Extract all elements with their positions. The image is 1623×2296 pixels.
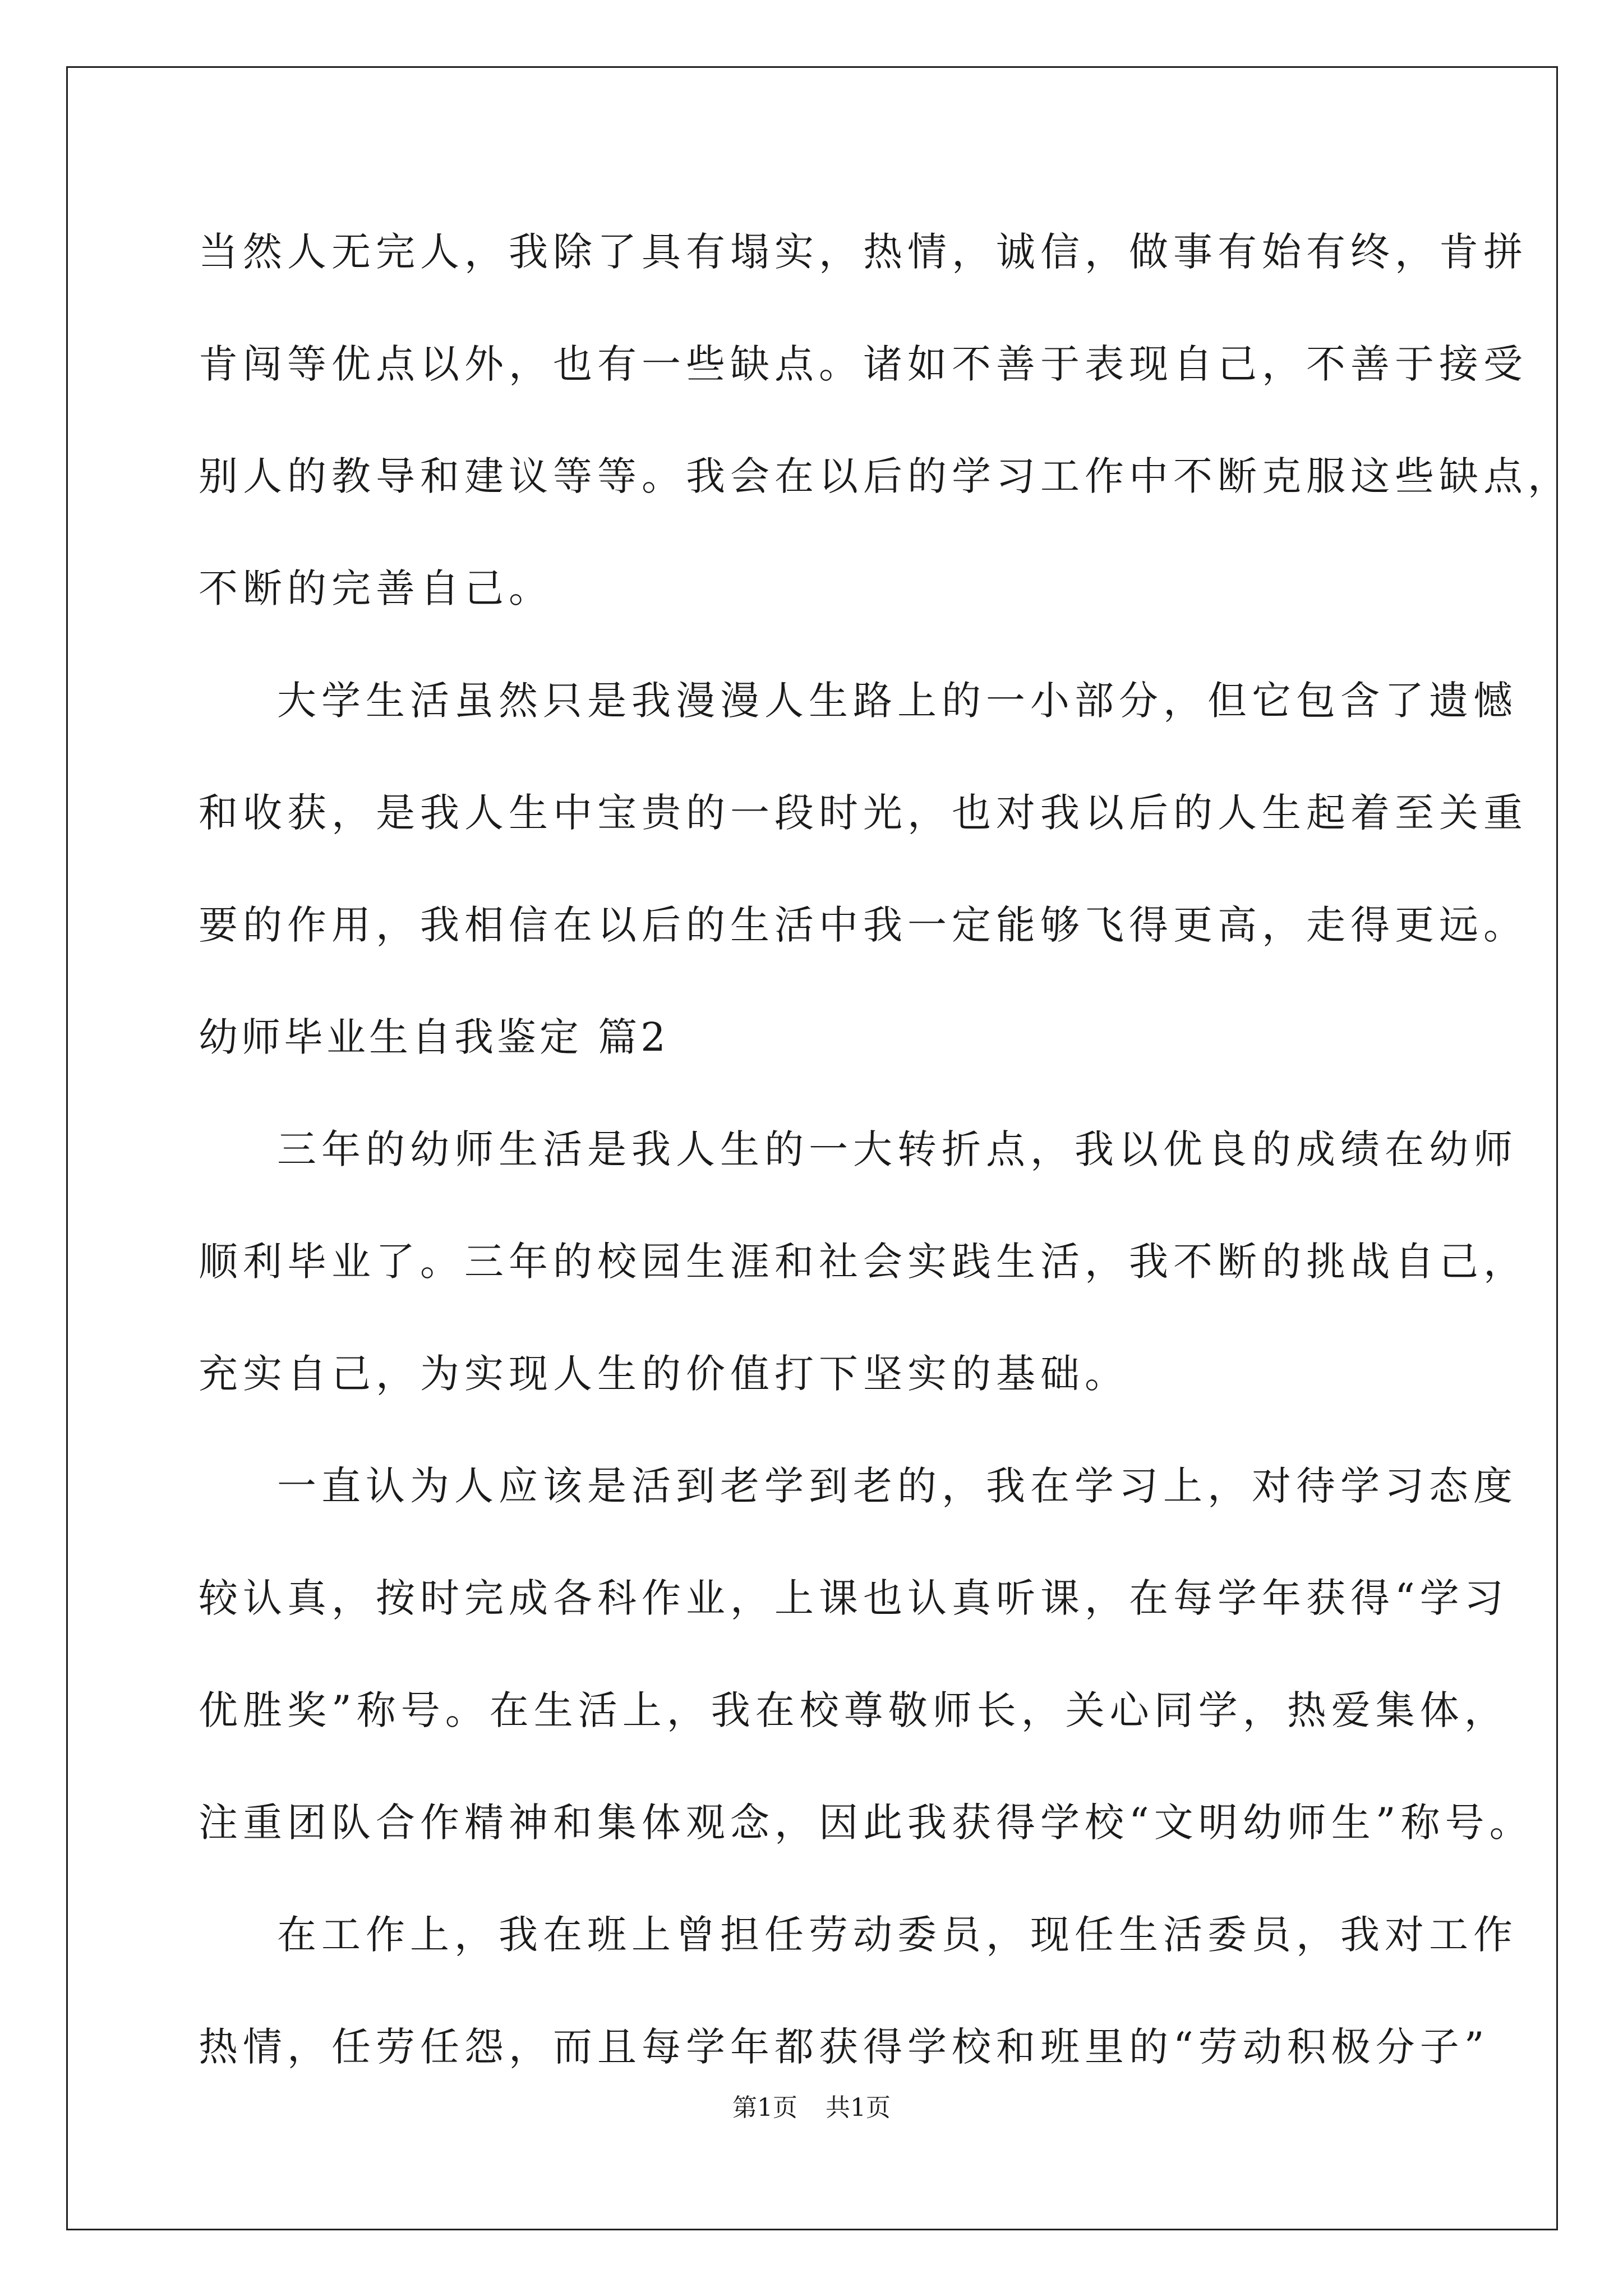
text-line: 顺利毕业了。三年的校园生涯和社会实践生活，我不断的挑战自己， (199, 1239, 1528, 1285)
text-line: 当然人无完人，我除了具有塌实，热情，诚信，做事有始有终，肯拼 (199, 229, 1528, 275)
text-line: 热情，任劳任怨，而且每学年都获得学校和班里的“劳动积极分子” (199, 2024, 1490, 2070)
paragraph-first-line: 三年的幼师生活是我人生的一大转折点，我以优良的成绩在幼师 (277, 1126, 1518, 1172)
text-line: 较认真，按时完成各科作业，上课也认真听课，在每学年获得“学习 (199, 1575, 1509, 1621)
paragraph-first-line: 一直认为人应该是活到老学到老的，我在学习上，对待学习态度 (277, 1463, 1518, 1509)
text-line: 不断的完善自己。 (199, 565, 553, 611)
section-heading: 幼师毕业生自我鉴定 篇2 (199, 1014, 669, 1060)
text-line: 别人的教导和建议等等。我会在以后的学习工作中不断克服这些缺点， (199, 453, 1572, 499)
page-number: 第1页 (732, 2093, 797, 2122)
paragraph-first-line: 大学生活虽然只是我漫漫人生路上的一小部分，但它包含了遗憾 (277, 678, 1518, 724)
text-line: 优胜奖”称号。在生活上，我在校尊敬师长，关心同学，热爱集体， (199, 1687, 1509, 1733)
page-total: 共1页 (826, 2093, 891, 2122)
text-line: 和收获，是我人生中宝贵的一段时光，也对我以后的人生起着至关重 (199, 790, 1528, 836)
text-line: 肯闯等优点以外，也有一些缺点。诸如不善于表现自己，不善于接受 (199, 341, 1528, 387)
page-footer (0, 2091, 1623, 2125)
text-line: 要的作用，我相信在以后的生活中我一定能够飞得更高，走得更远。 (199, 902, 1528, 948)
text-line: 充实自己，为实现人生的价值打下坚实的基础。 (199, 1351, 1129, 1397)
paragraph-first-line: 在工作上，我在班上曾担任劳动委员，现任生活委员，我对工作 (277, 1912, 1518, 1958)
document-body (199, 210, 1572, 2117)
text-line: 注重团队合作精神和集体观念，因此我获得学校“文明幼师生”称号。 (199, 1800, 1534, 1846)
